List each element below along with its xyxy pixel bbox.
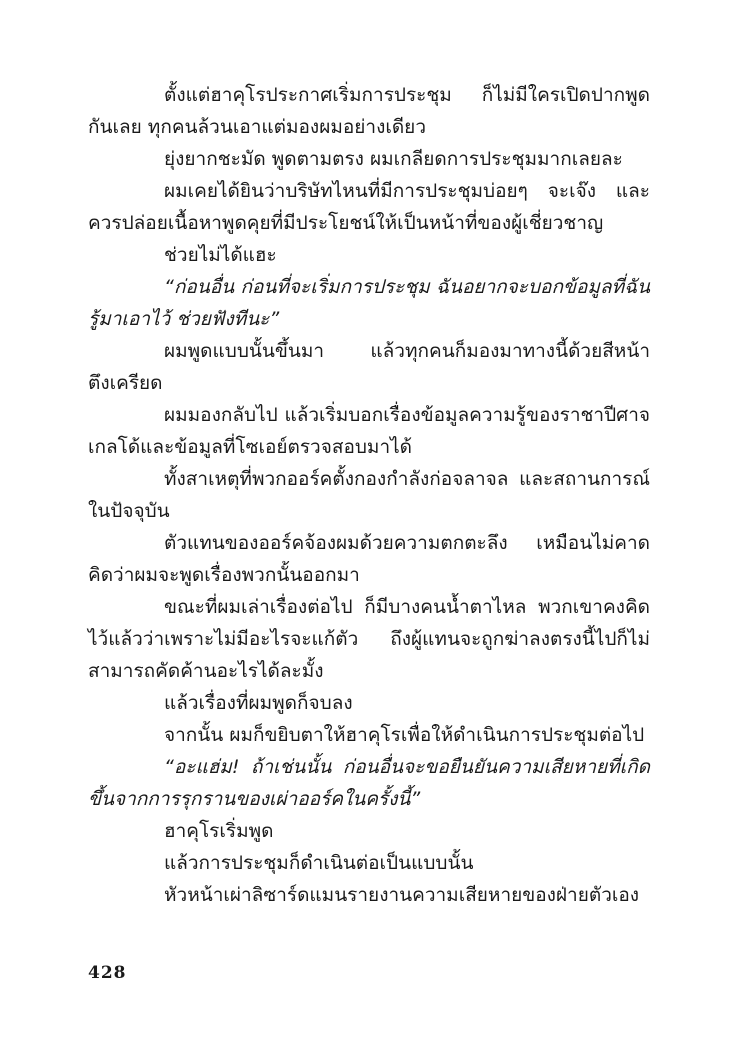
paragraph: แล้วการประชุมก็ดำเนินต่อเป็นแบบนั้น bbox=[164, 852, 474, 874]
paragraph: ตั้งแต่ฮาคุโรประกาศเริ่มการประชุม ก็ไม่มีใครเปิดปากพูดกันเลย ทุกคนล้วนเอาแต่มองผมอย่างเดียว bbox=[88, 84, 650, 138]
paragraph: ตัวแทนของออร์คจ้องผมด้วยความตกตะลึง เหมือนไม่คาดคิดว่าผมจะพูดเรื่องพวกนั้นออกมา bbox=[88, 532, 650, 586]
paragraph: ขณะที่ผมเล่าเรื่องต่อไป ก็มีบางคนน้ำตาไหล พวกเขาคงคิดไว้แล้วว่าเพราะไม่มีอะไรจะแก้ตัว ถึงผู้แทนจะถูกฆ่าลงตรงนี้ไปก็ไม่สามารถคัดค้านอะไรได้ละมั้ง bbox=[88, 596, 650, 682]
paragraph: ฮาคุโรเริ่มพูด bbox=[164, 820, 274, 842]
paragraph: ผมมองกลับไป แล้วเริ่มบอกเรื่องข้อมูลความรู้ของราชาปีศาจเกลโด้และข้อมูลที่โซเอย์ตรวจสอบมาได้ bbox=[88, 404, 650, 458]
paragraph: ทั้งสาเหตุที่พวกออร์คตั้งกองกำลังก่อจลาจล และสถานการณ์ในปัจจุบัน bbox=[88, 468, 650, 522]
paragraph: ช่วยไม่ได้แฮะ bbox=[164, 244, 277, 266]
paragraph: ผมพูดแบบนั้นขึ้นมา แล้วทุกคนก็มองมาทางนี้ด้วยสีหน้าตึงเครียด bbox=[88, 340, 650, 394]
paragraph: ยุ่งยากชะมัด พูดตามตรง ผมเกลียดการประชุมมากเลยละ bbox=[164, 148, 623, 170]
page-body bbox=[88, 79, 650, 911]
dialogue-paragraph: “อะแฮ่ม! ถ้าเช่นนั้น ก่อนอื่นจะขอยืนยันความเสียหายที่เกิดขึ้นจากการรุกรานของเผ่าออร์คในครั้งนี้” bbox=[88, 756, 650, 810]
dialogue-paragraph: “ก่อนอื่น ก่อนที่จะเริ่มการประชุม ฉันอยากจะบอกข้อมูลที่ฉันรู้มาเอาไว้ ช่วยฟังทีนะ” bbox=[88, 276, 650, 330]
page-number: 428 bbox=[88, 963, 127, 983]
paragraph: แล้วเรื่องที่ผมพูดก็จบลง bbox=[164, 692, 353, 714]
paragraph: ผมเคยได้ยินว่าบริษัทไหนที่มีการประชุมบ่อยๆ จะเจ๊ง และควรปล่อยเนื้อหาพูดคุยที่มีประโยชน์ให้เป็นหน้าที่ของผู้เชี่ยวชาญ bbox=[88, 180, 650, 234]
paragraph: จากนั้น ผมก็ขยิบตาให้ฮาคุโรเพื่อให้ดำเนินการประชุมต่อไป bbox=[164, 724, 645, 746]
paragraph: หัวหน้าเผ่าลิซาร์ดแมนรายงานความเสียหายของฝ่ายตัวเอง bbox=[164, 884, 640, 906]
